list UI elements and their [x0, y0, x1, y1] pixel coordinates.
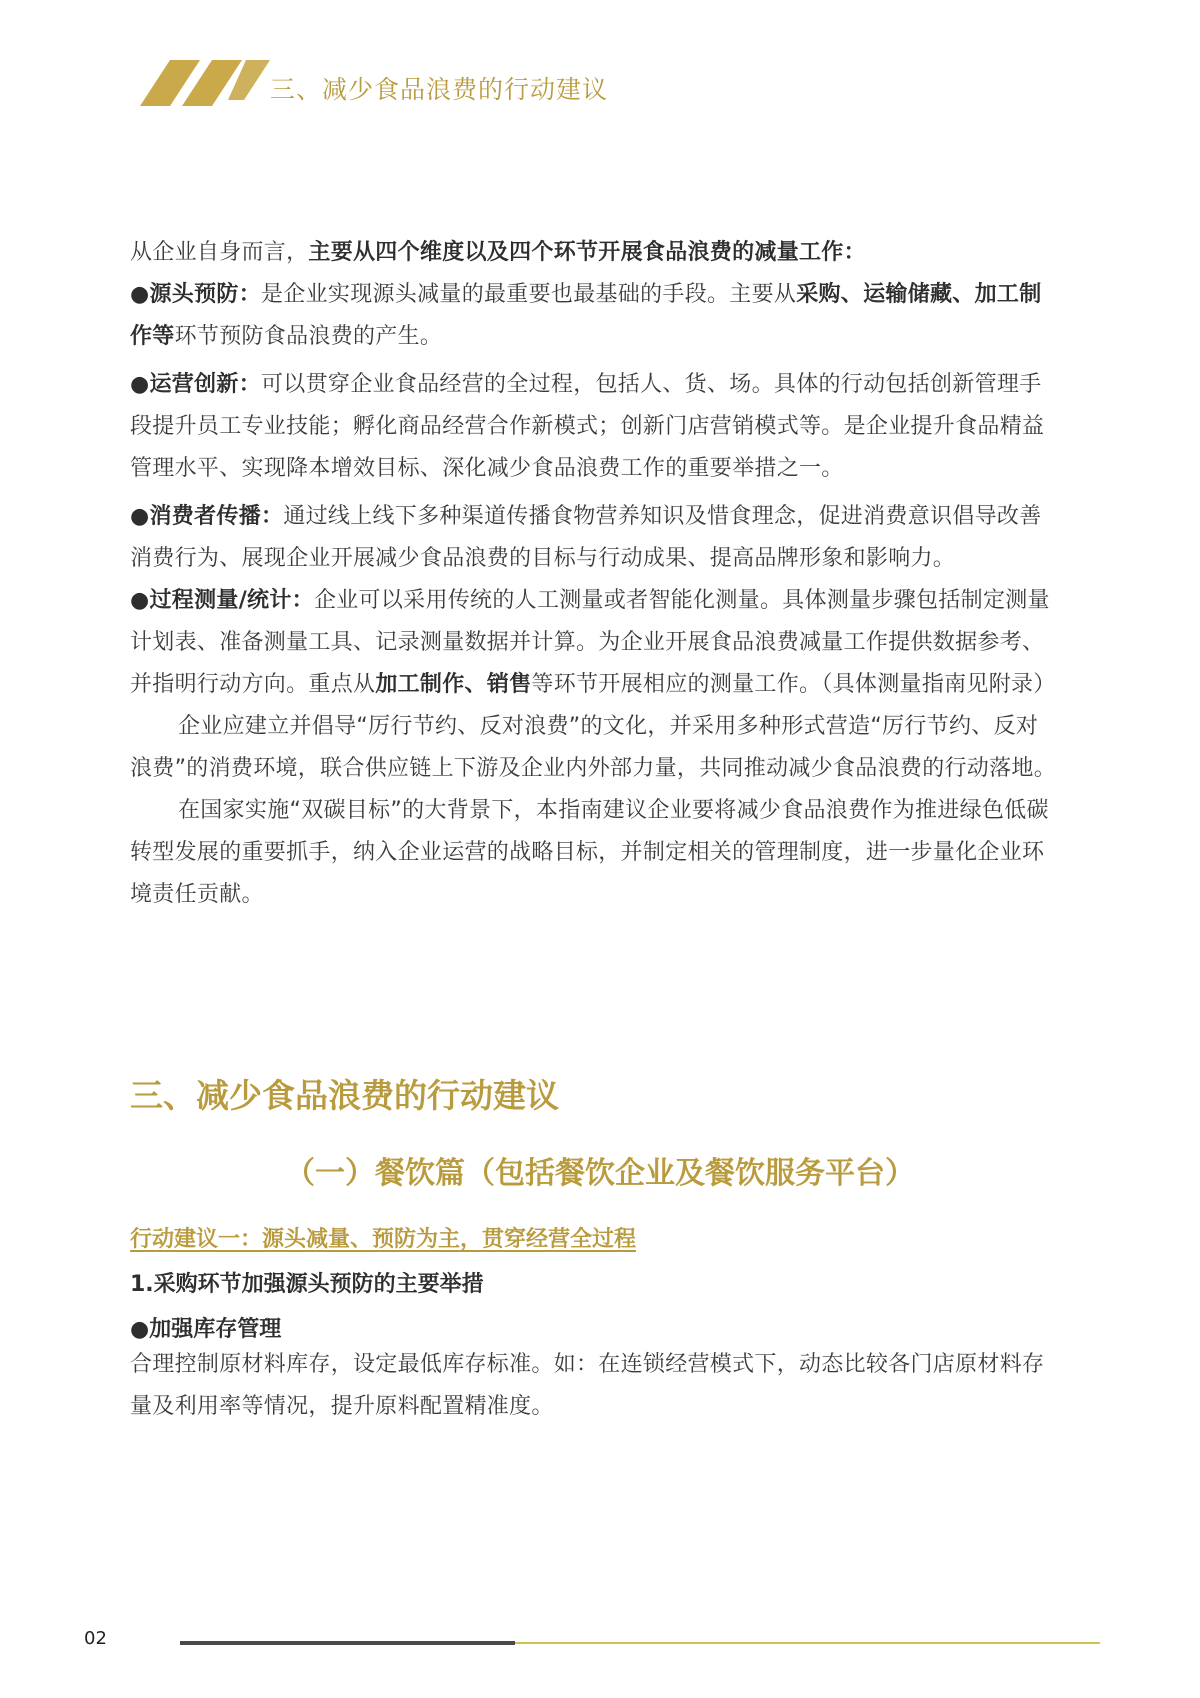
- body-paragraph-culture: 企业应建立并倡导“厉行节约、反对浪费”的文化，并采用多种形式营造“厉行节约、反对浪费”的消费环境，联合供应链上下游及企业内外部力量，共同推动减少食品浪费的行动落地。: [130, 714, 1057, 781]
- main-content: [130, 232, 1060, 916]
- dimension-text: 是企业实现源头减量的最重要也最基础的手段。主要从: [261, 282, 797, 307]
- intro-paragraph: [130, 232, 1060, 274]
- intro-lead-bold: 主要从四个维度以及四个环节开展食品浪费的减量工作：: [308, 240, 866, 265]
- bullet-title: ●加强库存管理: [130, 1317, 282, 1342]
- dimension-title: ●过程测量/统计：: [130, 588, 314, 613]
- dimension-process-measurement: [130, 580, 1060, 706]
- dimension-text: 等环节开展相应的测量工作。（具体测量指南见附录）: [531, 672, 1056, 697]
- dimension-consumer-communication: [130, 496, 1060, 580]
- dimension-source-prevention: [130, 274, 1060, 358]
- action-recommendation-title: 行动建议一：源头减量、预防为主，贯穿经营全过程: [130, 1227, 637, 1252]
- dimension-text: 通过线上线下多种渠道传播食物营养知识及惜食理念，促进消费意识倡导改善消费行为、展现企业开展减少食品浪费的目标与行动成果、提高品牌形象和影响力。: [130, 504, 1042, 571]
- intro-lead: 从企业自身而言，: [130, 240, 309, 265]
- dimension-operation-innovation: [130, 364, 1060, 490]
- section-title: 三、减少食品浪费的行动建议: [130, 1076, 559, 1115]
- dimension-title: ●运营创新：: [130, 372, 261, 397]
- subsection-title: （一）餐饮篇（包括餐饮企业及餐饮服务平台）: [285, 1156, 915, 1191]
- header-title: 三、减少食品浪费的行动建议: [270, 75, 609, 104]
- header-stripes-decoration: [140, 60, 270, 106]
- page-number: 02: [84, 1628, 107, 1649]
- dimension-title: ●源头预防：: [130, 282, 261, 307]
- body-paragraph-carbon: 在国家实施“双碳目标”的大背景下，本指南建议企业要将减少食品浪费作为推进绿色低碳转型发展的重要抓手，纳入企业运营的战略目标，并制定相关的管理制度，进一步量化企业环境责任贡献。: [130, 798, 1049, 907]
- dimension-text: 可以贯穿企业食品经营的全过程，包括人、货、场。具体的行动包括创新管理手段提升员工专业技能；孵化商品经营合作新模式；创新门店营销模式等。是企业提升食品精益管理水平、实现降本增效目标、深化减少食品浪费工作的重要举措之一。: [130, 372, 1045, 481]
- footer-line-gold: [515, 1642, 1100, 1644]
- section-body-paragraph: 合理控制原材料库存，设定最低库存标准。如：在连锁经营模式下，动态比较各门店原材料存量及利用率等情况，提升原料配置精准度。: [130, 1352, 1045, 1419]
- footer-line-dark: [180, 1641, 515, 1645]
- dimension-title: ●消费者传播：: [130, 504, 284, 529]
- section-body: [130, 1344, 1060, 1428]
- dimension-bold-text: 加工制作、销售: [375, 672, 532, 697]
- dimension-bold-text: 采购、运输储藏、加工制作等: [130, 282, 1042, 349]
- dimension-text: 环节预防食品浪费的产生。: [174, 324, 443, 349]
- dimension-text: 企业可以采用传统的人工测量或者智能化测量。具体测量步骤包括制定测量计划表、准备测量工具、记录测量数据并计算。为企业开展食品浪费减量工作提供数据参考、并指明行动方向。重点从: [130, 588, 1050, 697]
- step-title: 1.采购环节加强源头预防的主要举措: [130, 1272, 484, 1297]
